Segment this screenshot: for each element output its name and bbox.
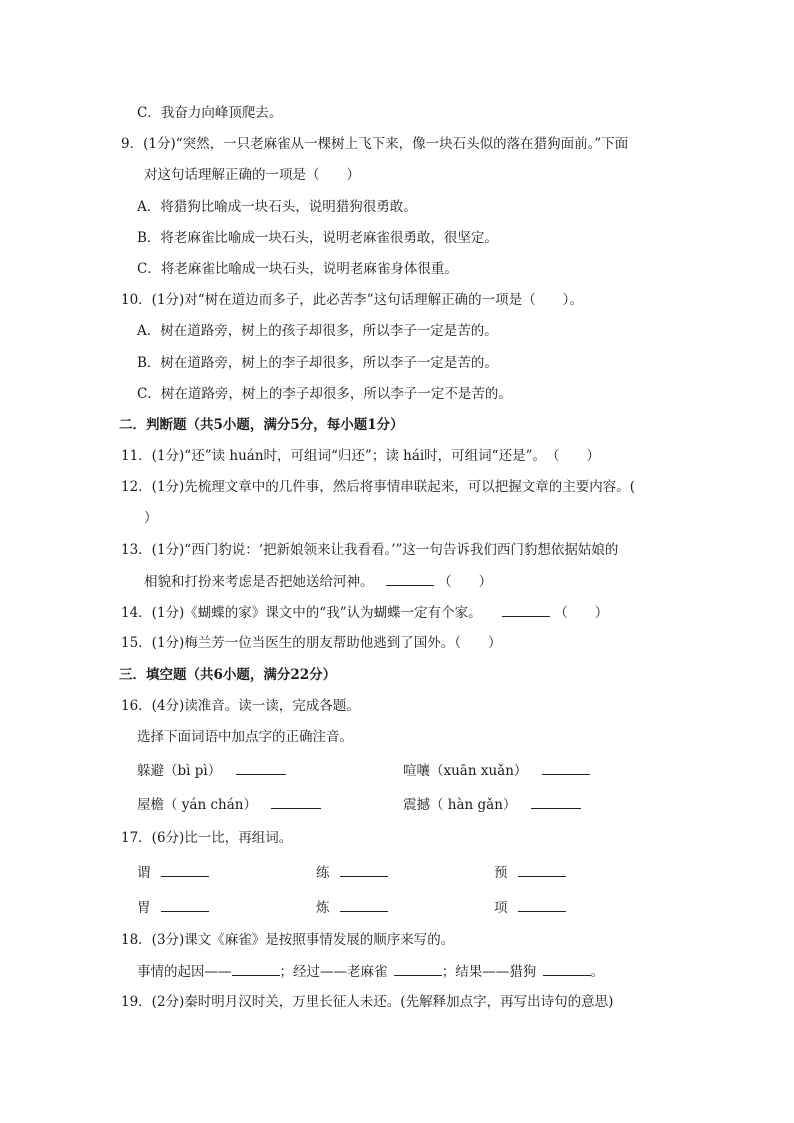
q14-text: 14．(1分)《蝴蝶的家》课文中的“我”认为蝴蝶一定有个家。 [121,605,482,621]
q16-stem: 16．(4分)读准音。读一读，完成各题。 [121,698,360,714]
q18-end: 。 [590,964,605,980]
q14-paren: （ ） [554,605,609,621]
q17-item-6 [494,897,566,918]
q16-instruction: 选择下面词语中加点字的正确注音。 [137,729,353,745]
q17-char: 炼 [316,900,330,916]
q13-line2-text: 相貌和打扮来考虑是否把她送给河神。 [144,574,374,590]
q18-part2: ；经过——老麻雀 [279,964,388,980]
q9-option-a: A．将猎狗比喻成一块石头，说明猎狗很勇敢。 [137,199,417,215]
q17-item-5 [316,897,388,918]
q14-line [121,602,608,623]
q18-blank-3[interactable] [543,961,591,976]
q16-item-3 [137,794,321,815]
q13-line2 [144,571,492,592]
q10-option-a: A．树在道路旁，树上的孩子却很多，所以李子一定是苦的。 [137,323,498,339]
q16-word-3: 屋檐 [137,797,164,813]
q17-blank[interactable] [161,862,209,877]
q9-option-c: C．将老麻雀比喻成一块石头，说明老麻雀身体很重。 [137,261,458,277]
q17-char: 胃 [137,900,151,916]
q15: 15．(1分)梅兰芳一位当医生的朋友帮助他逃到了国外。（ ） [121,635,502,651]
q16-item-1 [137,760,286,781]
q13-line1: 13．(1分)“西门豹说：‘把新娘领来让我看看。’”这一句告诉我们西门豹想依据姑娘的 [121,542,619,558]
q12-line1: 12．(1分)先梳理文章中的几件事，然后将事情串联起来，可以把握文章的主要内容。( [121,479,636,495]
q10-stem: 10．(1分)对“树在道边而多子，此必苦李”这句话理解正确的一项是（ ）。 [121,292,583,308]
q18-part1: 事情的起因—— [137,964,232,980]
q18-stem: 18．(3分)课文《麻雀》是按照事情发展的顺序来写的。 [121,932,455,948]
q19-stem: 19．(2分)秦时明月汉时关，万里长征人未还。(先解释加点字，再写出诗句的意思) [121,994,614,1010]
q17-blank[interactable] [161,897,209,912]
q17-char: 练 [316,865,330,881]
q17-item-3 [494,862,566,883]
q16-pinyin-2: （xuān xuǎn） [430,763,528,779]
q17-stem: 17．(6分)比一比，再组词。 [121,830,293,846]
q16-blank-3[interactable] [271,794,321,809]
q9-stem-line2: 对这句话理解正确的一项是（ ） [144,167,360,183]
q17-blank[interactable] [518,897,566,912]
q16-item-2 [403,760,590,781]
q16-item-4 [403,794,581,815]
q16-pinyin-4: （ hàn gǎn） [430,797,517,813]
q13-answer-blank[interactable] [386,571,434,586]
q18-blank-2[interactable] [394,961,442,976]
q16-blank-4[interactable] [531,794,581,809]
section2-heading: 二．判断题（共5小题，满分5分，每小题1分） [119,417,404,433]
q17-char: 预 [494,865,508,881]
q12-line2: ） [144,510,158,526]
q17-char: 项 [494,900,508,916]
q10-option-c: C．树在道路旁，树上的李子却很多，所以李子一定不是苦的。 [137,386,512,402]
q11: 11．(1分)“还”读 huán时，可组词“归还”；读 hái时，可组词“还是”。 （ ） [121,448,600,464]
q17-item-4 [137,897,209,918]
q18-part3: ；结果——猎狗 [441,964,537,980]
q10-option-b: B．树在道路旁，树上的李子却很多，所以李子一定是苦的。 [137,355,498,371]
q18-blank-1[interactable] [232,961,280,976]
q16-pinyin-3: （ yán chán） [164,797,257,813]
q8-option-c: C．我奋力向峰顶爬去。 [137,105,283,121]
q16-word-2: 喧嚷 [403,763,430,779]
q9-option-b: B．将老麻雀比喻成一块石头，说明老麻雀很勇敢，很坚定。 [137,230,498,246]
q17-blank[interactable] [340,897,388,912]
section3-heading: 三．填空题（共6小题，满分22分） [119,667,337,683]
q14-answer-blank[interactable] [502,602,550,617]
q16-blank-2[interactable] [542,760,590,775]
q17-blank[interactable] [518,862,566,877]
q18-fill-line [137,961,604,982]
q16-pinyin-1: （bì pì） [164,763,222,779]
q17-blank[interactable] [340,862,388,877]
q17-item-1 [137,862,209,883]
q9-stem-line1: 9．(1分)“突然，一只老麻雀从一棵树上飞下来，像一块石头似的落在猎狗面前。”下面 [121,136,629,152]
q17-item-2 [316,862,388,883]
q13-paren: （ ） [438,574,493,590]
q16-blank-1[interactable] [236,760,286,775]
q17-char: 谓 [137,865,151,881]
q16-word-4: 震撼 [403,797,430,813]
q16-word-1: 躲避 [137,763,164,779]
